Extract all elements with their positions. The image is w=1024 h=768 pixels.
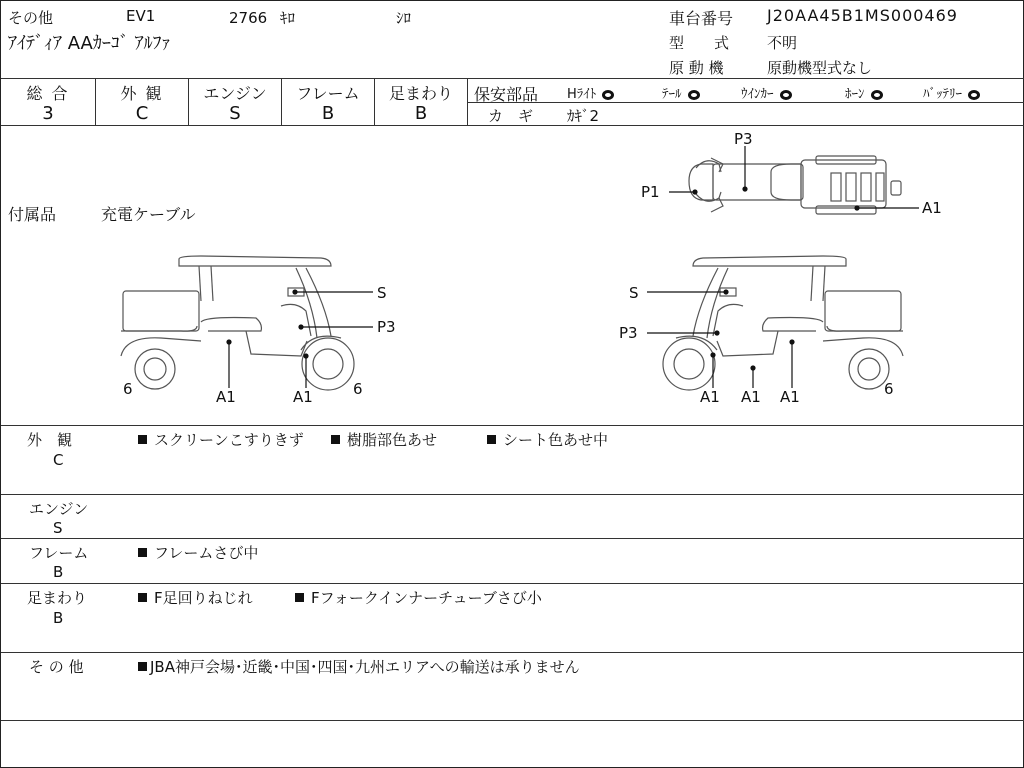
top-view-vehicle — [689, 156, 901, 214]
grade-exterior-label: 外 観 — [120, 84, 164, 103]
grade-frame-label: フレーム — [296, 84, 360, 103]
chassis-value: J20AA45B1MS000469 — [767, 6, 958, 25]
note-exterior-grade: C — [53, 451, 64, 469]
divider — [1, 425, 1024, 426]
safety-item-label: Hﾗｲﾄ — [567, 87, 597, 102]
divider — [1, 78, 1024, 79]
type-label: 型 式 — [669, 34, 730, 52]
diagram-label-left-6: 6 — [353, 380, 363, 398]
ok-circle-icon — [780, 90, 792, 100]
note-text: Fフォークインナーチューブさび小 — [311, 589, 542, 607]
note-exterior-label: 外 観 — [27, 431, 73, 449]
square-bullet-icon — [138, 435, 147, 444]
diagram-label-right-a1: A1 — [741, 388, 761, 406]
engine-label: 原 動 機 — [669, 59, 724, 77]
note-engine-label: エンジン — [29, 500, 89, 518]
grade-suspension-label: 足まわり — [388, 84, 453, 103]
diagram-label-right-6: 6 — [884, 380, 894, 398]
note-text: スクリーンこすりきず — [154, 431, 304, 449]
key-label: カ ギ — [488, 107, 534, 125]
left-side-vehicle — [121, 256, 354, 390]
diagram-label-left-a1: A1 — [216, 388, 236, 406]
mileage — [229, 7, 295, 28]
note-text: F足回りねじれ — [154, 589, 253, 607]
note-frame-label: フレーム — [29, 544, 89, 562]
grade-overall-label: 総 合 — [26, 84, 70, 103]
note-engine-grade: S — [53, 519, 63, 537]
divider — [1, 583, 1024, 584]
safety-item-label: ﾊﾞｯﾃﾘｰ — [923, 87, 962, 102]
right-side-vehicle — [663, 256, 903, 390]
safety-item — [741, 83, 792, 102]
diagram-label-left-6: 6 — [123, 380, 133, 398]
divider — [1, 494, 1024, 495]
ok-circle-icon — [871, 90, 883, 100]
note-item — [487, 429, 608, 450]
note-item — [138, 587, 253, 608]
note-text: フレームさび中 — [154, 544, 259, 562]
safety-label: 保安部品 — [474, 85, 539, 104]
note-item — [138, 656, 580, 677]
note-other-label: そ の 他 — [29, 658, 84, 676]
mileage-value: 2766 — [229, 9, 268, 27]
safety-item-label: ﾎｰﾝ — [845, 87, 865, 102]
key-value: ｶｷﾞ2 — [567, 107, 600, 125]
category: その他 — [8, 9, 54, 27]
diagram-label-top-p3: P3 — [734, 130, 753, 148]
square-bullet-icon — [487, 435, 496, 444]
diagram-label-right-a1: A1 — [700, 388, 720, 406]
accessories-label: 付属品 — [8, 205, 57, 224]
safety-item — [923, 83, 980, 102]
engine-value: 原動機型式なし — [767, 59, 873, 77]
note-suspension-label: 足まわり — [27, 589, 88, 607]
diagram-label-left-s: S — [377, 284, 387, 302]
diagram-label-top-a1: A1 — [922, 199, 942, 217]
diagram-label-right-s: S — [629, 284, 639, 302]
note-text: シート色あせ中 — [503, 431, 609, 449]
square-bullet-icon — [295, 593, 304, 602]
chassis-label: 車台番号 — [669, 9, 734, 28]
diagram-label-left-p3: P3 — [377, 318, 396, 336]
grade-engine: S — [229, 103, 241, 124]
square-bullet-icon — [138, 593, 147, 602]
square-bullet-icon — [138, 662, 147, 671]
model-code: EV1 — [126, 7, 156, 25]
safety-item-label: ﾃｰﾙ — [662, 87, 682, 102]
note-item — [138, 542, 258, 563]
note-item — [331, 429, 437, 450]
type-value: 不明 — [767, 34, 798, 52]
note-item — [295, 587, 542, 608]
diagram-label-left-a1: A1 — [293, 388, 313, 406]
diagram-label-right-p3: P3 — [619, 324, 638, 342]
safety-item — [845, 83, 883, 102]
safety-item — [662, 83, 700, 102]
grade-frame: B — [321, 103, 335, 124]
note-text: 樹脂部色あせ — [347, 431, 438, 449]
note-text: JBA神戸会場･近畿･中国･四国･九州エリアへの輸送は承りません — [150, 658, 580, 676]
color: ｼﾛ — [396, 9, 412, 27]
diagram-label-top-p1: P1 — [641, 183, 660, 201]
ok-circle-icon — [688, 90, 700, 100]
diagram-label-right-a1: A1 — [780, 388, 800, 406]
damage-diagram — [1, 126, 1024, 426]
grade-engine-label: エンジン — [203, 84, 267, 103]
ok-circle-icon — [602, 90, 614, 100]
square-bullet-icon — [138, 548, 147, 557]
grade-overall: 3 — [42, 103, 54, 124]
safety-item-label: ｳｲﾝｶｰ — [741, 87, 774, 102]
note-frame-grade: B — [53, 563, 64, 581]
divider — [1, 652, 1024, 653]
ok-circle-icon — [968, 90, 980, 100]
note-item — [138, 429, 304, 450]
safety-item — [567, 83, 614, 102]
car-name: ｱｲﾃﾞｨｱ AAｶｰｺﾞ ｱﾙﾌｧ — [8, 33, 171, 54]
grade-exterior: C — [135, 103, 149, 124]
accessories-value: 充電ケーブル — [101, 205, 196, 224]
divider — [1, 538, 1024, 539]
mileage-unit: ｷﾛ — [279, 9, 295, 27]
divider — [1, 720, 1024, 721]
divider — [467, 102, 1024, 103]
note-suspension-grade: B — [53, 609, 64, 627]
grade-suspension: B — [414, 103, 428, 124]
square-bullet-icon — [331, 435, 340, 444]
